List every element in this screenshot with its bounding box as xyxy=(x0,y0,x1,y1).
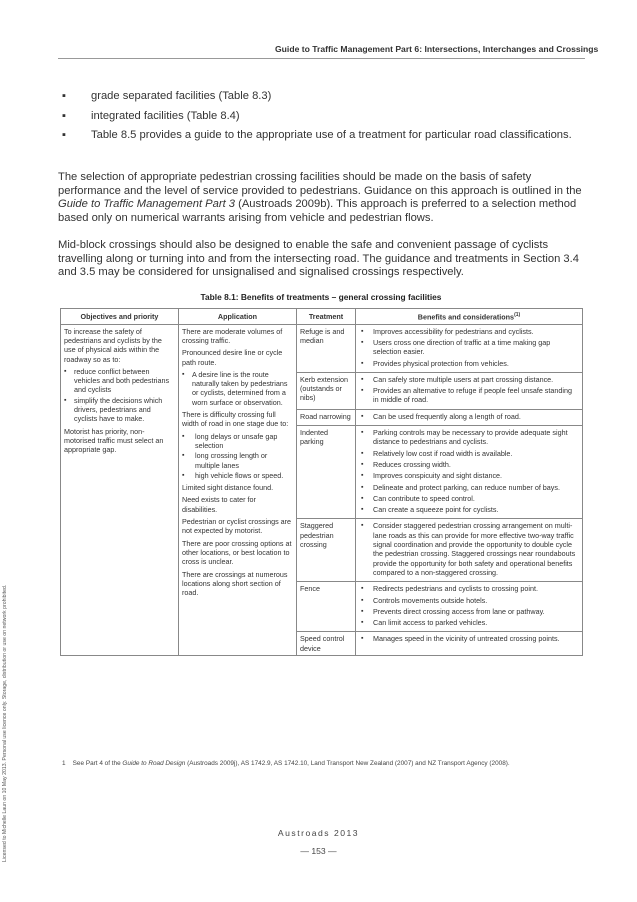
list-item: ▪ Manages speed in the vicinity of untreated crossing points. xyxy=(359,634,579,643)
table-header-row xyxy=(61,309,583,325)
paragraph-selection: The selection of appropriate pedestrian crossing facilities should be made on the basis of safety performance and the level of service provided to pedestrians. Guidance on this approach is outlined in the Guide to Traffic Management Part 3 (Austroads 2009b). This approach is preferred to a selection method based only on numerical warrants arising from vehicle and pedestrian flows. xyxy=(58,171,582,224)
list-item: ▪ integrated facilities (Table 8.4) xyxy=(62,109,240,122)
treatment-kerb-extension: Kerb extension (outstands or nibs) xyxy=(297,372,356,409)
header-benefits: Benefits and considerations$^{(1)}$ xyxy=(356,309,583,325)
list-item: ▪ A desire line is the route naturally taken by pedestrians or cyclists, determined from a worn surface or observation. xyxy=(182,370,293,407)
bullet-marker: ▪ xyxy=(62,129,66,142)
table-caption: Table 8.1: Benefits of treatments – general crossing facilities xyxy=(200,292,442,302)
application-cell: There are moderate volumes of crossing traffic. Pronounced desire line or cycle path route. ▪ A desire line is the route naturally taken by pedestrians or cyclists, determined from a worn surface or observation. There is difficulty crossing full width of road in one stage due to: ▪ long delays or unsafe gap selection ▪ long crossing length or multiple lanes ▪ high vehicle flows or speed. Limited sight distance found. Need exists to cater for disabilities. Pedestrian or cyclist crossings are not expected by motorist. There are poor crossing options at other locations, or best location to cross is unclear. There are crossings at numerous locations along short section of road. xyxy=(179,324,297,655)
list-item: ▪ Can safely store multiple users at part crossing distance. xyxy=(359,375,579,384)
list-item: ▪ Can limit access to parked vehicles. xyxy=(359,618,579,627)
treatment-indented-parking: Indented parking xyxy=(297,426,356,519)
list-item: ▪ Relatively low cost if road width is available. xyxy=(359,449,579,458)
bullet-list xyxy=(62,90,582,149)
benefits-speed-control xyxy=(356,632,583,656)
treatment-speed-control: Speed control device xyxy=(297,632,356,656)
treatment-fence: Fence xyxy=(297,582,356,632)
paragraph-mid-block: Mid-block crossings should also be designed to enable the safe and convenient passage of cyclists travelling along or turning into and from the intersecting road. The guidance and treatments in Section 3.4 and 3.5 may be considered for unsignalised and signalised crossings respectively. xyxy=(58,239,579,279)
list-item: ▪ Parking controls may be necessary to provide adequate sight distance to pedestrians and cyclists. xyxy=(359,428,579,447)
list-item: ▪ Can create a squeeze point for cyclists. xyxy=(359,505,579,514)
page-number: — 153 — xyxy=(300,846,337,856)
benefits-table xyxy=(60,308,583,656)
header-rule xyxy=(58,58,585,59)
list-item: ▪ long crossing length or multiple lanes xyxy=(182,451,293,470)
list-item: ▪ grade separated facilities (Table 8.3) xyxy=(62,90,272,102)
list-item: ▪ reduce conflict between vehicles and both pedestrians and cyclists xyxy=(64,367,175,395)
list-item: ▪ Table 8.5 provides a guide to the appropriate use of a treatment for particular road classifications. xyxy=(62,129,572,142)
list-item: ▪ Prevents direct crossing access from lane or pathway. xyxy=(359,607,579,616)
list-item: ▪ Improves conspicuity and sight distance. xyxy=(359,471,579,480)
running-header: Guide to Traffic Management Part 6: Intersections, Interchanges and Crossings xyxy=(275,44,599,54)
benefits-refuge xyxy=(356,324,583,372)
header-treatment: Treatment xyxy=(297,309,356,325)
treatment-road-narrowing: Road narrowing xyxy=(297,409,356,425)
reference-title: Guide to Traffic Management Part 3 xyxy=(58,198,236,211)
list-item: ▪ Users cross one direction of traffic at a time making gap selection easier. xyxy=(359,338,579,357)
header-application: Application xyxy=(179,309,297,325)
list-item: ▪ Provides physical protection from vehicles. xyxy=(359,359,579,368)
footer-publisher: Austroads 2013 xyxy=(277,828,360,838)
bullet-marker: ▪ xyxy=(62,109,66,122)
list-item: ▪ Can contribute to speed control. xyxy=(359,494,579,503)
bullet-marker: ▪ xyxy=(62,90,66,102)
treatment-refuge: Refuge is and median xyxy=(297,324,356,372)
benefits-staggered-crossing xyxy=(356,519,583,582)
list-item: ▪ Controls movements outside hotels. xyxy=(359,596,579,605)
benefits-fence xyxy=(356,582,583,632)
list-item: ▪ Improves accessibility for pedestrians and cyclists. xyxy=(359,327,579,336)
list-item: ▪ Consider staggered pedestrian crossing arrangement on multi-lane roads as this can provide for more effective two-way traffic signal coordination and provide the opportunity to double cycle the pedestrian crossing. Staggered crossings near roundabouts provide the opportunity for both safety and operational benefits compared to a non-staggered crossing. xyxy=(359,521,579,577)
table-row xyxy=(61,324,583,372)
header-objectives: Objectives and priority xyxy=(61,309,179,325)
benefits-road-narrowing xyxy=(356,409,583,425)
list-item: ▪ simplify the decisions which drivers, pedestrians and cyclists have to make. xyxy=(64,396,175,424)
list-item: ▪ Provides an alternative to refuge if people feel unsafe standing in middle of road. xyxy=(359,386,579,405)
benefits-kerb-extension xyxy=(356,372,583,409)
benefits-indented-parking xyxy=(356,426,583,519)
list-item: ▪ Can be used frequently along a length of road. xyxy=(359,412,579,421)
treatment-staggered-crossing: Staggered pedestrian crossing xyxy=(297,519,356,582)
list-item: ▪ Reduces crossing width. xyxy=(359,460,579,469)
list-item: ▪ long delays or unsafe gap selection xyxy=(182,432,293,451)
list-item: ▪ Redirects pedestrians and cyclists to crossing point. xyxy=(359,584,579,593)
objectives-cell: To increase the safety of pedestrians and cyclists by the use of physical aids within the roadway so as to: ▪ reduce conflict between vehicles and both pedestrians and cyclists ▪ simplify the decisions which drivers, pedestrians and cyclists have to make. Motorist has priority, non-motorised traffic must select an appropriate gap. xyxy=(61,324,179,655)
list-item: ▪ Delineate and protect parking, can reduce number of bays. xyxy=(359,483,579,492)
table-footnote: 1 See Part 4 of the Guide to Road Design (Austroads 2009j), AS 1742.9, AS 1742.10, Land Transport New Zealand (2007) and NZ Transport Agency (2008). xyxy=(62,760,510,767)
list-item: ▪ high vehicle flows or speed. xyxy=(182,471,293,480)
licence-side-note: Licensed to Michelle Laun on 10 May 2013. Personal use licence only. Storage, distribution or use on network prohibited. xyxy=(2,584,8,862)
